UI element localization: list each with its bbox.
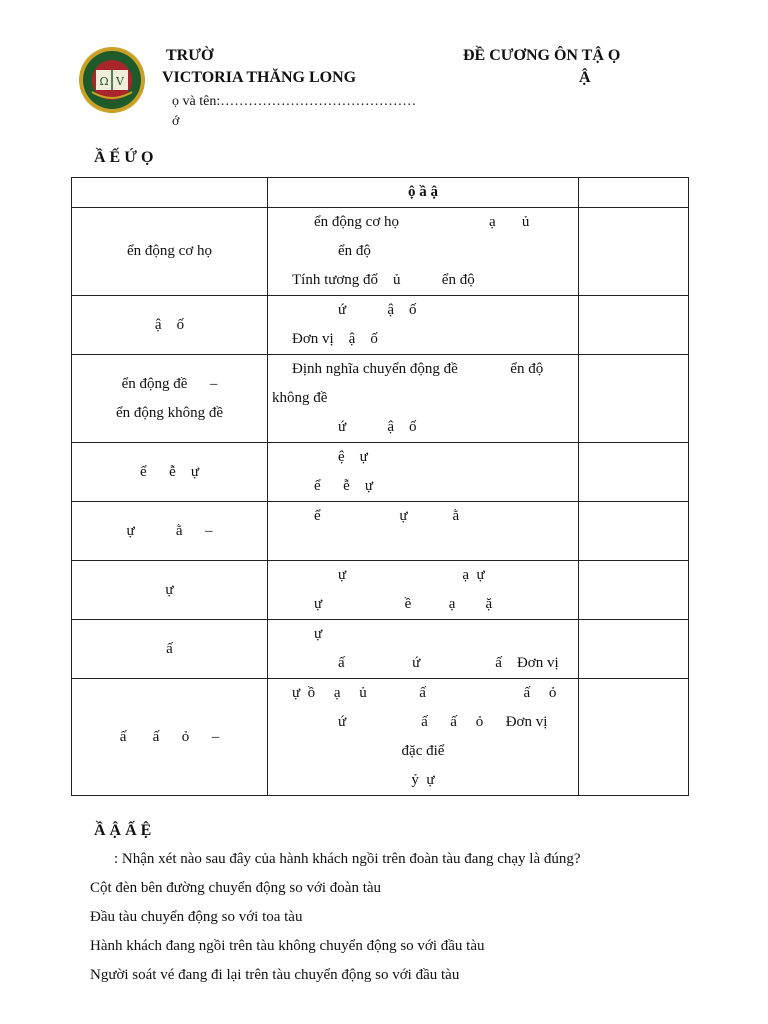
content-line: [272, 531, 574, 560]
content-line: Tính tương đố ủ ển độ: [292, 272, 475, 288]
answer-option[interactable]: Đầu tàu chuyển động so với toa tàu: [90, 909, 303, 925]
answer-option[interactable]: Cột đèn bên đường chuyển động so với đoàn tàu: [90, 880, 382, 896]
content-line: ển động cơ họ ạ ủ: [314, 214, 530, 230]
topic-cell: [72, 502, 268, 561]
content-cell: [268, 443, 579, 502]
outline-table: [71, 177, 689, 796]
table-row: [72, 296, 689, 355]
topic-text: ể ễ ự: [140, 463, 199, 480]
table-row: [72, 443, 689, 502]
topic-text: ển động không đề: [115, 404, 224, 421]
answer-option[interactable]: Người soát vé đang đi lại trên tàu chuyển động so với đầu tàu: [90, 967, 460, 983]
topic-text: ự ằ –: [126, 522, 213, 539]
header-cell-content: ộ ầ ậ: [268, 178, 579, 208]
topic-cell: [72, 443, 268, 502]
topic-text: ển động cơ họ: [127, 243, 212, 259]
note-cell: [579, 561, 689, 620]
table-header-row: [72, 178, 689, 208]
note-cell: [579, 443, 689, 502]
svg-text:V: V: [116, 75, 124, 88]
school-logo: [78, 46, 146, 114]
content-line: ấ ứ ấ Đơn vị: [338, 655, 559, 671]
topic-text: ậ ố: [154, 316, 185, 333]
content-line: ứ ậ ố: [338, 419, 417, 435]
table-row: [72, 620, 689, 679]
section-1-heading: Ầ Ế Ứ Ọ: [94, 149, 154, 166]
class-line: ớ: [172, 114, 180, 129]
table-row: [72, 355, 689, 443]
content-line: Đơn vị ậ ố: [292, 331, 378, 347]
topic-text: ển động đề –: [121, 375, 218, 392]
header-cell-note: [579, 178, 689, 208]
content-line: đặc điể: [401, 743, 445, 759]
note-cell: [579, 502, 689, 561]
topic-cell: [72, 679, 268, 796]
student-name-line: ọ và tên:……………………………………: [172, 94, 417, 109]
content-line: ỷ ự: [411, 772, 435, 788]
content-line: ứ ậ ố: [338, 302, 417, 318]
topic-cell: [72, 620, 268, 679]
header-cell-topic: [72, 178, 268, 208]
topic-cell: [72, 355, 268, 443]
content-line: ể ự ằ: [314, 508, 460, 524]
content-line: ự ạ ự: [338, 567, 485, 583]
content-cell: [268, 355, 579, 443]
content-cell: [268, 208, 579, 296]
school-name-line1: TRƯỜ: [166, 47, 214, 64]
answer-option[interactable]: Hành khách đang ngồi trên tàu không chuyển động so với đầu tàu: [90, 938, 485, 954]
note-cell: [579, 208, 689, 296]
content-line: Định nghĩa chuyển động đề ển độ: [292, 361, 544, 377]
content-cell: [268, 679, 579, 796]
svg-text:Ω: Ω: [99, 75, 109, 88]
note-cell: [579, 679, 689, 796]
table-row: [72, 679, 689, 796]
content-cell: [268, 296, 579, 355]
topic-cell: [72, 208, 268, 296]
note-cell: [579, 355, 689, 443]
document-title-line1: ĐỀ CƯƠNG ÔN TẬ Ọ: [463, 47, 621, 64]
content-cell: [268, 561, 579, 620]
topic-text: ấ: [166, 640, 173, 657]
content-line: ể ễ ự: [314, 478, 373, 494]
content-line: không đề: [272, 390, 328, 406]
table-row: [72, 502, 689, 561]
document-title-line2: Ậ: [579, 69, 591, 86]
school-name-line2: VICTORIA THĂNG LONG: [162, 69, 357, 86]
topic-cell: [72, 296, 268, 355]
note-cell: [579, 620, 689, 679]
topic-cell: [72, 561, 268, 620]
note-cell: [579, 296, 689, 355]
table-row: [72, 561, 689, 620]
content-line: ự ồ ạ ủ ấ ấ ỏ: [292, 685, 557, 701]
content-cell: [268, 620, 579, 679]
table-row: [72, 208, 689, 296]
topic-text: ấ ấ ỏ –: [119, 728, 220, 745]
topic-text: ự: [165, 581, 174, 598]
content-line: ứ ấ ấ ỏ Đơn vị: [338, 714, 548, 730]
content-cell: [268, 502, 579, 561]
content-line: ệ ự: [338, 449, 368, 465]
content-line: ự ề ạ ặ: [314, 596, 493, 612]
question-stem: : Nhận xét nào sau đây của hành khách ngồi trên đoàn tàu đang chạy là đúng?: [114, 851, 581, 867]
content-line: ển độ: [338, 243, 371, 259]
section-2-heading: Ầ Ậ Ấ Ệ: [94, 822, 152, 839]
content-line: ự: [314, 626, 323, 642]
